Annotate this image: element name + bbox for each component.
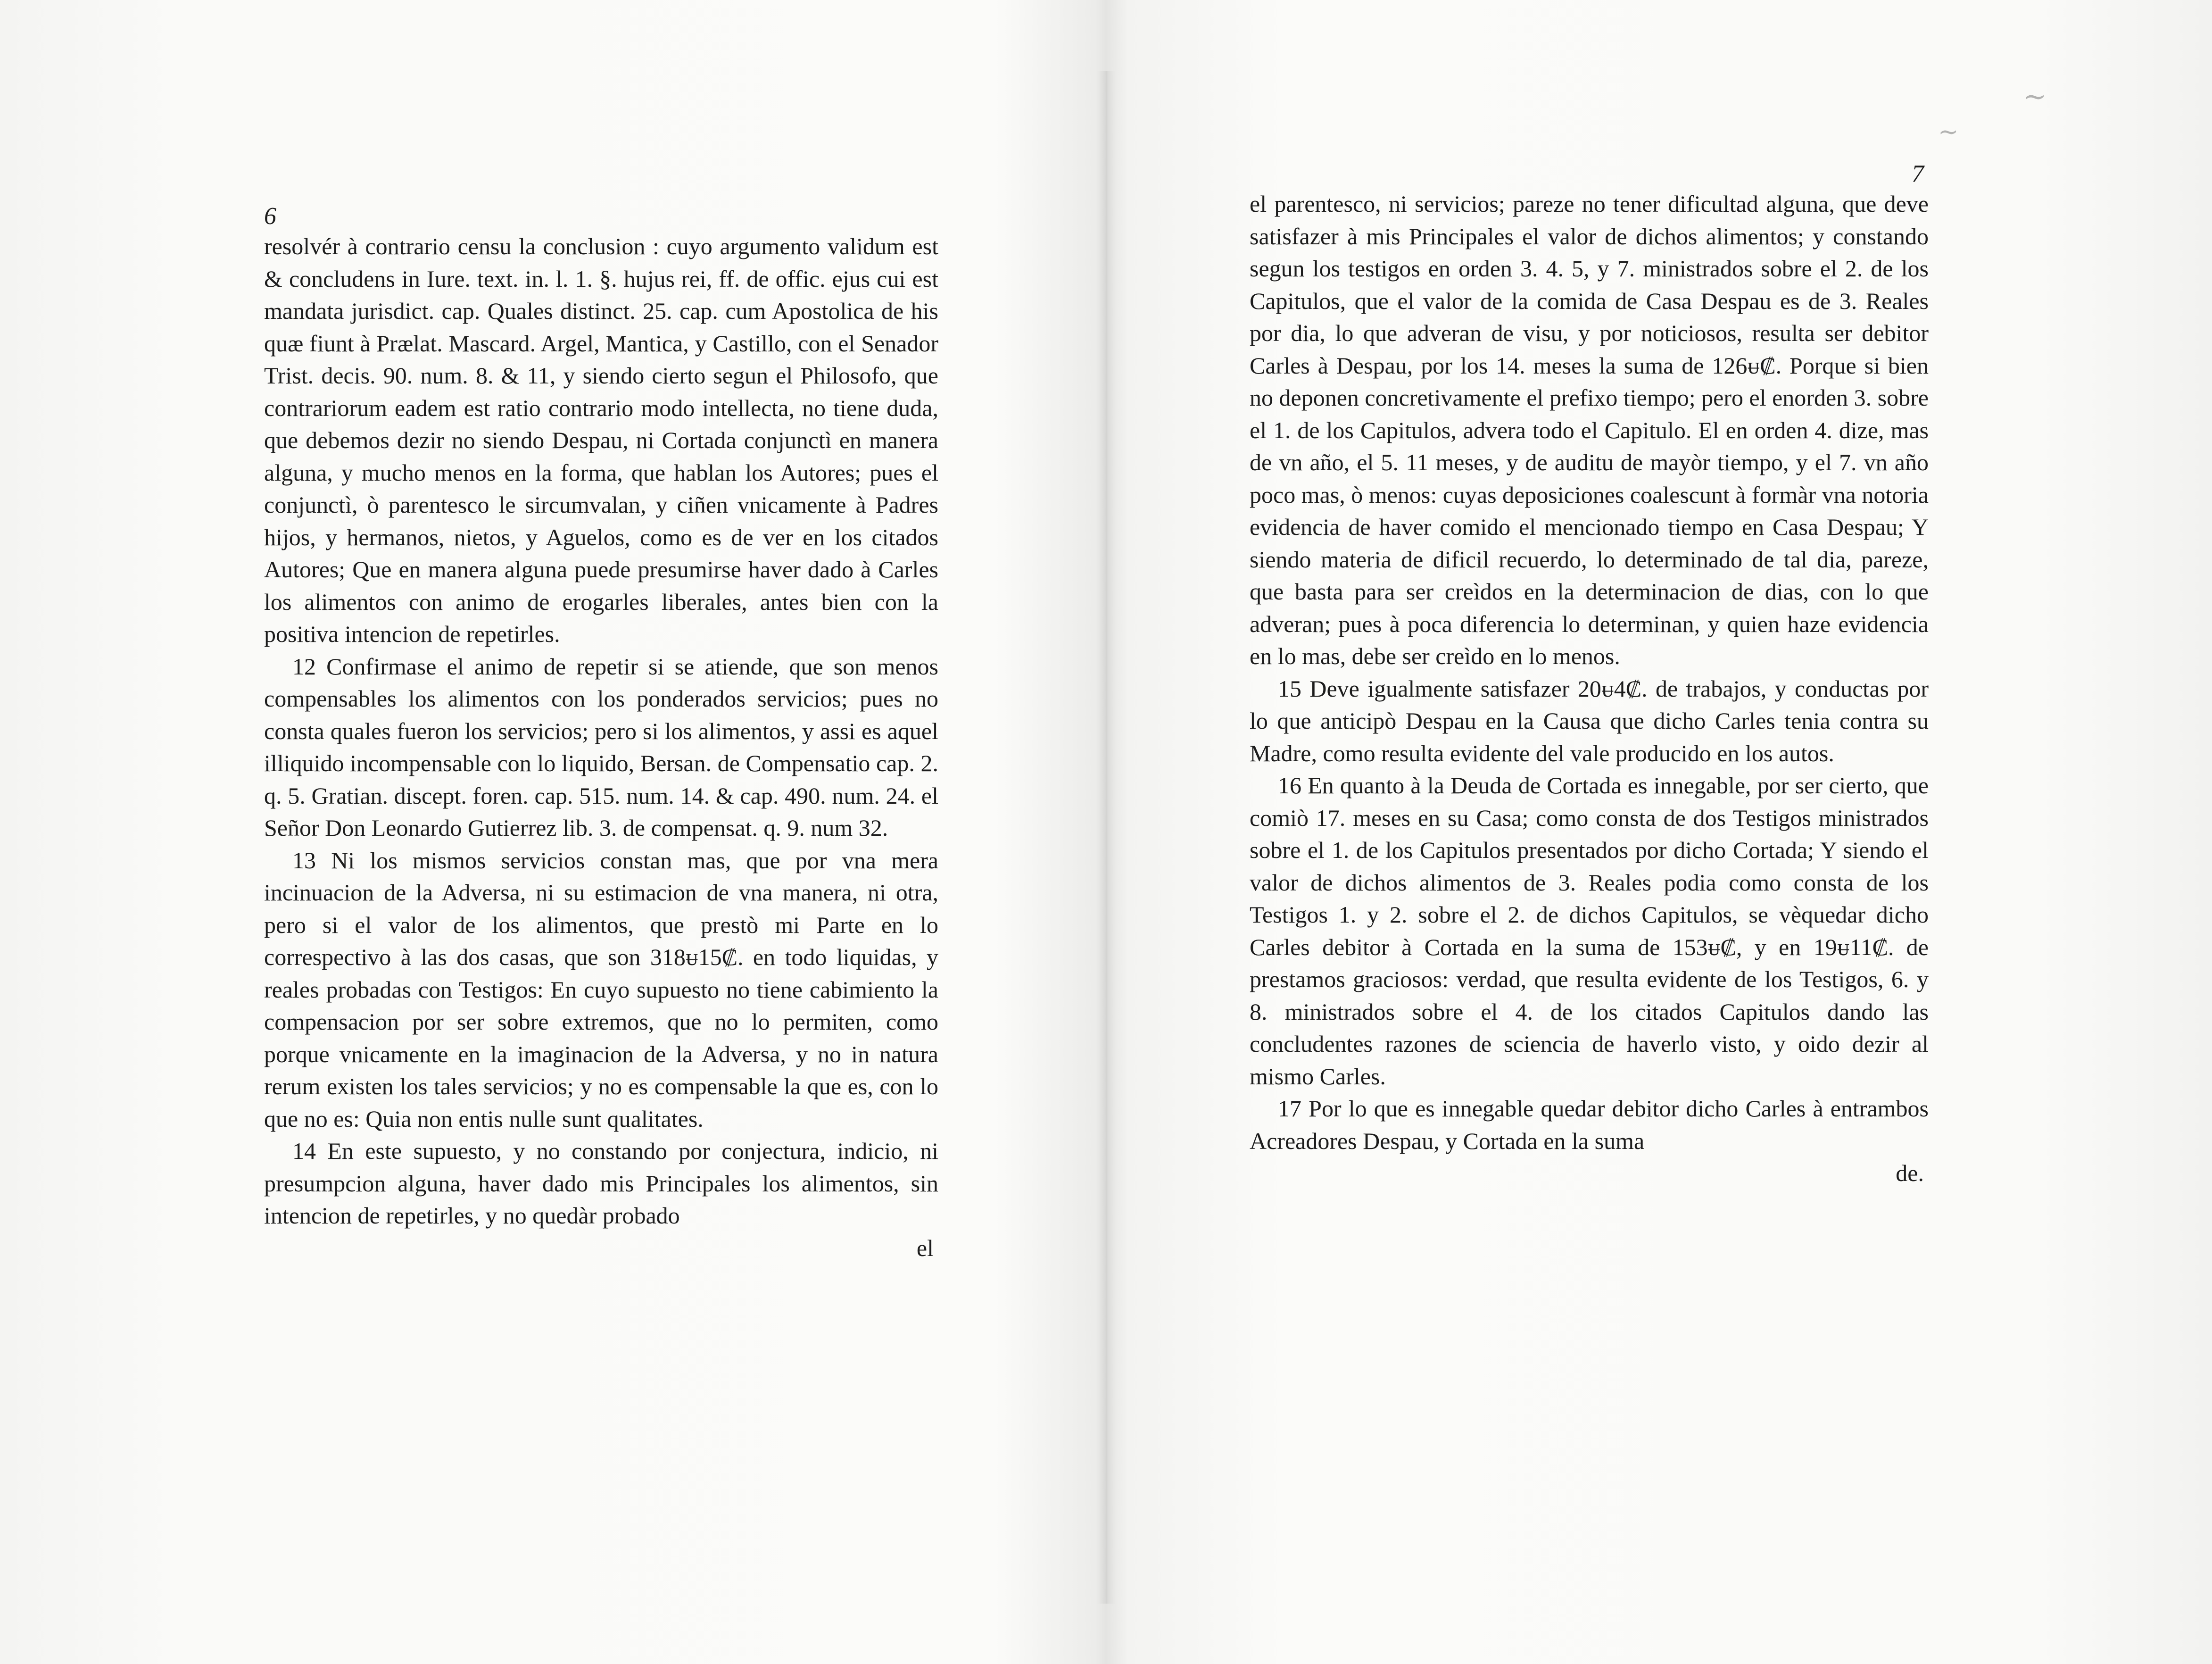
paragraph-17: 17 Por lo que es innegable quedar debitor dicho Carles à entrambos Acreadores Despau, y Cortada en la suma (1250, 1095, 1929, 1154)
paragraph-15: 15 Deve igualmente satisfazer 20ᵾ4₡. de trabajos, y conductas por lo que anticipò Despau en la Causa que dicho Carles tenia contra su Madre, como resulta evidente del vale producido en los autos. (1250, 675, 1929, 766)
paragraph: resolvér à contrario censu la conclusion : cuyo argumento validum est & concludens in Iure. text. in. l. 1. §. hujus rei, ff. de offic. ejus cui est mandata jurisdict. cap. Quales distinct. 25. cap. cum Apostolica de his quæ fiunt à Prælat. Mascard. Argel, Mantica, y Castillo, con el Senador Trist. decis. 90. num. 8. & 11, y siendo cierto segun el Philosofo, que contrariorum eadem est ratio contrario modo intellecta, no tiene duda, que debemos dezir no siendo Despau, ni Cortada conjunctì en manera alguna, y mucho menos en la forma, que hablan los Autores; pues el conjunctì, ò parentesco le sircumvalan, y ciñen vnicamente à Padres hijos, y hermanos, nietos, y Aguelos, como es de ver en los citados Autores; Que en manera alguna puede presumirse haver dado à Carles los alimentos con animo de erogarles liberales, antes bien con la positiva intencion de repetirles. (264, 233, 938, 647)
paragraph-14: 14 En este supuesto, y no constando por conjectura, indicio, ni presumpcion alguna, haver dado mis Principales los alimentos, sin intencion de repetirles, y no quedàr probado (264, 1138, 938, 1229)
paragraph-13: 13 Ni los mismos servicios constan mas, que por vna mera incinuacion de la Adversa, ni su estimacion de vna manera, ni otra, pero si el valor de los alimentos, que prestò mi Parte en lo correspectivo à las dos casas, que son 318ᵾ15₡. en todo liquidas, y reales probadas con Testigos: En cuyo supuesto no tiene cabimiento la compensacion por ser sobre extremos, que no lo permiten, como porque vnicamente en la imaginacion de la Adversa, y no in natura rerum existen los tales servicios; y no es compensable la que es, con lo que no es: Quia non entis nulle sunt qualitates. (264, 847, 938, 1132)
catchword: de. (1896, 1160, 1924, 1186)
page-number: 7 (1912, 160, 1924, 187)
right-page (1250, 160, 1929, 1190)
left-page (264, 203, 938, 1264)
catchword: el (916, 1234, 934, 1261)
paragraph: el parentesco, ni servicios; pareze no tener dificultad alguna, que deve satisfazer à mis Principales el valor de dichos alimentos; y constando segun los testigos en orden 3. 4. 5, y 7. ministrados sobre el 2. de los Capitulos, que el valor de la comida de Casa Despau es de 3. Reales por dia, lo que adveran de visu, y por noticiosos, resulta ser debitor Carles à Despau, por los 14. meses la suma de 126ᵾ₡. Porque si bien no deponen concretivamente el prefixo tiempo; pero el enorden 3. sobre el 1. de los Capitulos, advera todo el Capitulo. El en orden 4. dize, mas de vn año, el 5. 11 meses, y de auditu de mayòr tiempo, y el 7. vn año poco mas, ò menos: cuyas deposiciones coalescunt à formàr vna notoria evidencia de haver comido el mencionado tiempo en Casa Despau; Y siendo materia de dificil recuerdo, lo determinado de tal dia, pareze, que basta para ser creìdos en la determinacion de dias, con lo que adveran; pues à poca diferencia lo determinan, y quien haze evidencia en lo mas, debe ser creìdo en lo menos. (1250, 191, 1929, 669)
paragraph-12: 12 Confirmase el animo de repetir si se atiende, que son menos compensables los alimentos con los ponderados servicios; pues no consta quales fueron los servicios; pero si los alimentos, y assi es aquel illiquido incompensable con lo liquido, Bersan. de Compensatio cap. 2. q. 5. Gratian. discept. foren. cap. 515. num. 14. & cap. 490. num. 24. el Señor Don Leonardo Gutierrez lib. 3. de compensat. q. 9. num 32. (264, 653, 938, 841)
handwritten-mark: ~ (2023, 80, 2047, 113)
book-gutter (1097, 71, 1116, 1604)
paragraph-16: 16 En quanto à la Deuda de Cortada es innegable, por ser cierto, que comiò 17. meses en su Casa; como consta de dos Testigos ministrados sobre el 1. de los Capitulos presentados por dicho Cortada; Y siendo el valor de dichos alimentos de 3. Reales podia como consta de los Testigos 1. y 2. sobre el 2. de dichos Capitulos, se vèquedar dicho Carles debitor à Cortada en la suma de 153ᵾ₡, y en 19ᵾ11₡. de prestamos graciosos: verdad, que resulta evidente de los Testigos, 6. y 8. ministrados sobre el 4. de los citados Capitulos dando las concludentes razones de sciencia de haverlo visto, y oido dezir al mismo Carles. (1250, 772, 1929, 1090)
page-number: 6 (264, 203, 276, 230)
handwritten-mark: ~ (1938, 118, 1959, 146)
